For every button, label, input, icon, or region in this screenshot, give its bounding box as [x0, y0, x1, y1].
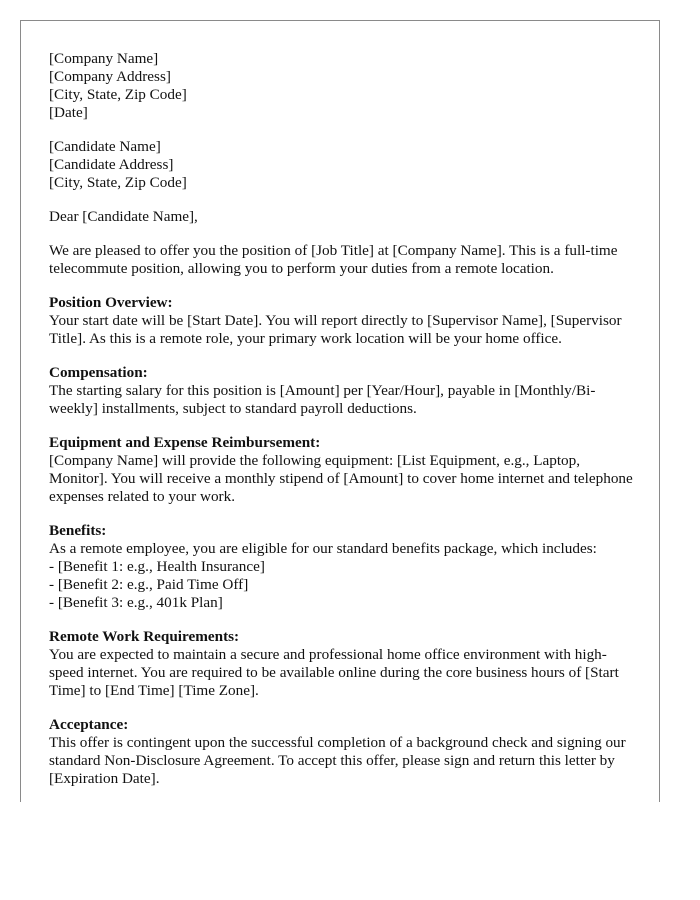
sender-block	[49, 50, 639, 122]
section-compensation	[49, 364, 639, 418]
sender-city-state-zip: [City, State, Zip Code]	[49, 86, 187, 103]
sender-company-address: [Company Address]	[49, 68, 171, 85]
section-heading: Position Overview:	[49, 294, 173, 311]
salutation: Dear [Candidate Name],	[49, 208, 198, 225]
section-body: As a remote employee, you are eligible for our standard benefits package, which includes:	[49, 540, 597, 557]
section-position-overview	[49, 294, 639, 348]
section-benefits	[49, 522, 639, 612]
section-body: This offer is contingent upon the successful completion of a background check and signing our standard Non-Disclosure Agreement. To accept this offer, please sign and return this letter by [Expiration Date].	[49, 734, 626, 787]
letter-body	[49, 50, 639, 802]
section-equipment	[49, 434, 639, 506]
section-body: [Company Name] will provide the following equipment: [List Equipment, e.g., Laptop, Monitor]. You will receive a monthly stipend of [Amount] to cover home internet and telephone expenses related to your work.	[49, 452, 633, 505]
section-heading: Acceptance:	[49, 716, 129, 733]
letter-page	[20, 20, 660, 802]
section-body: Your start date will be [Start Date]. You will report directly to [Supervisor Name], [Supervisor Title]. As this is a remote role, your primary work location will be your home office.	[49, 312, 622, 347]
section-heading: Compensation:	[49, 364, 148, 381]
section-body: The starting salary for this position is [Amount] per [Year/Hour], payable in [Monthly/Bi-weekly] installments, subject to standard payroll deductions.	[49, 382, 596, 417]
recipient-block	[49, 138, 639, 192]
intro-paragraph: We are pleased to offer you the position of [Job Title] at [Company Name]. This is a full-time telecommute position, allowing you to perform your duties from a remote location.	[49, 242, 618, 277]
benefit-list-item: - [Benefit 3: e.g., 401k Plan]	[49, 594, 223, 611]
section-remote-work-requirements	[49, 628, 639, 700]
section-heading: Remote Work Requirements:	[49, 628, 240, 645]
section-heading: Benefits:	[49, 522, 107, 539]
recipient-city-state-zip: [City, State, Zip Code]	[49, 174, 187, 191]
recipient-address: [Candidate Address]	[49, 156, 174, 173]
benefit-list-item: - [Benefit 2: e.g., Paid Time Off]	[49, 576, 249, 593]
recipient-name: [Candidate Name]	[49, 138, 161, 155]
benefit-list-item: - [Benefit 1: e.g., Health Insurance]	[49, 558, 265, 575]
letter-date: [Date]	[49, 104, 88, 121]
section-acceptance	[49, 716, 639, 788]
sender-company-name: [Company Name]	[49, 50, 159, 67]
section-heading: Equipment and Expense Reimbursement:	[49, 434, 321, 451]
section-body: You are expected to maintain a secure and professional home office environment with high-speed internet. You are required to be available online during the core business hours of [Start Time] to [End Time] [Time Zone].	[49, 646, 619, 699]
